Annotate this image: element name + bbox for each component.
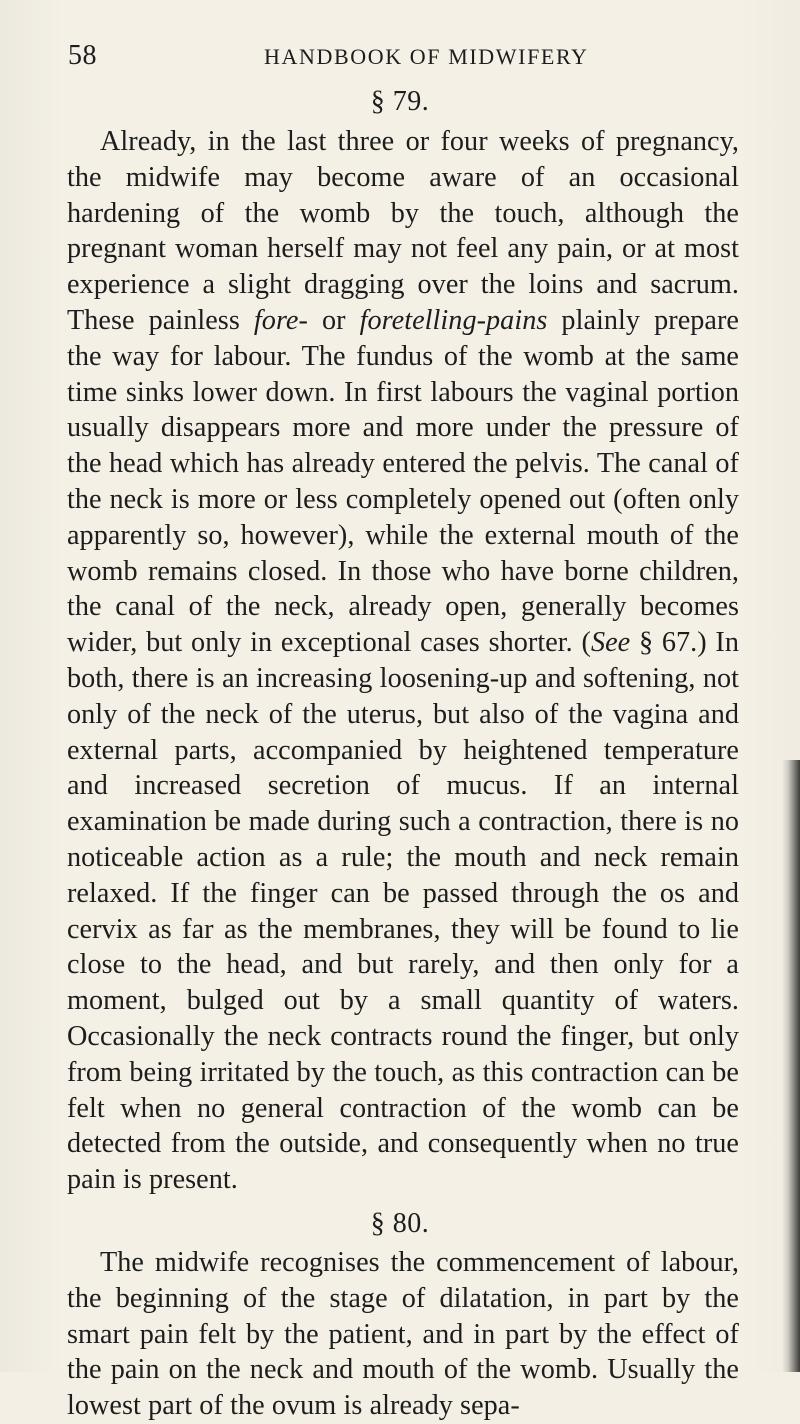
section-80-paragraph: The midwife recognises the commencement of labour, the beginning of the stage of dilatation, in part by the smart pain felt by the patient, and in part by the effect of the pain on the neck and mouth of the womb. Usually the lowest part of the ovum is already sepa-: [67, 1247, 739, 1422]
page-edge-shadow: [782, 760, 800, 1372]
running-head: HANDBOOK OF MIDWIFERY: [264, 44, 589, 69]
section-79-text-1: Already, in the last three or four weeks of pregnancy, the midwife may become aware of an occasional hardening of the womb by the touch, although the pregnant woman herself may not feel any pain, or at most experience a slight dragging over the loins and sacrum. These painless: [67, 126, 739, 336]
section-79-italic-foretelling-pains: foretelling-pains: [359, 304, 548, 336]
section-79-text-4: § 67.) In both, there is an increasing loosening-up and softening, not only of the neck of the uterus, but also of the vagina and external parts, accompanied by heightened temperature and increased secretion of mucus. If an internal examination be made during such a contraction, there is no noticeable action as a rule; the mouth and neck remain relaxed. If the finger can be passed through the os and cervix as far as the membranes, they will be found to lie close to the head, and but rarely, and then only for a moment, bulged out by a small quantity of waters. Occasionally the neck contracts round the finger, but only from being irritated by the touch, as this contraction can be felt when no general contraction of the womb can be detected from the outside, and consequently when no true pain is present.: [67, 627, 739, 1196]
section-79-italic-fore: fore-: [253, 304, 308, 336]
section-79-text-2: or: [307, 304, 360, 336]
page-header: [68, 40, 750, 76]
section-79-heading: § 79.: [370, 86, 430, 117]
section-79-paragraph: [67, 124, 739, 1198]
section-79-italic-see: See: [590, 627, 631, 659]
section-80-heading: § 80.: [370, 1208, 430, 1239]
page-number: 58: [68, 40, 97, 71]
section-79-text-3: plainly prepare the way for labour. The fundus of the womb at the same time sinks lower down. In first labours the vaginal portion usually disappears more and more under the pressure of the head which has already entered the pelvis. The canal of the neck is more or less completely opened out (often only apparently so, however), while the external mouth of the womb remains closed. In those who have borne children, the canal of the neck, already open, generally becomes wider, but only in exceptional cases shorter. (: [67, 304, 739, 659]
